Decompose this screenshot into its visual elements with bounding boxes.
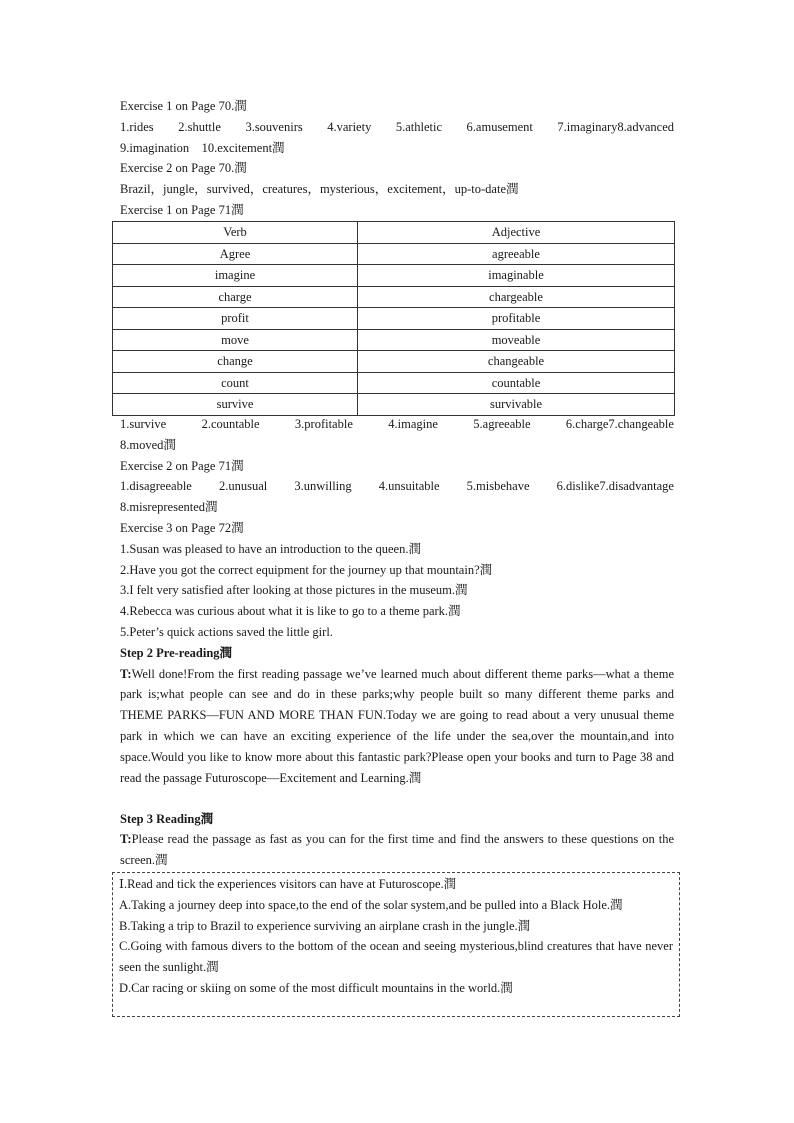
answer-item: 1.survive (120, 417, 167, 431)
table-cell: Agree (113, 243, 358, 265)
answer-line (120, 414, 674, 435)
answer-line: 8.misrepresented潤 (120, 500, 218, 515)
paragraph-text: Well done!From the first reading passage we’ve learned much about different theme parks—what a theme park is;what people can see and do in these parks;why people built so many different theme parks and THEME PARKS—FUN AND MORE THAN FUN.Today we are going to read about a very unusual theme park in which we can have an exciting experience of the life under the sea,over the mountain,and into space.Would you like to know more about this fantastic park?Please open your books and turn to Page 38 and read the passage Futuroscope—Excitement and Learning.潤 (120, 666, 674, 785)
answer-item: 4.imagine (388, 417, 438, 431)
answer-item: 7.imaginary8.advanced (557, 119, 674, 134)
sentence: 4.Rebecca was curious about what it is like to go to a theme park.潤 (120, 604, 461, 619)
answer-item: 5.athletic (395, 119, 443, 134)
table-cell: imagine (113, 265, 358, 287)
answer-item: 3.unwilling (294, 479, 352, 494)
sentence: 1.Susan was pleased to have an introduction to the queen.潤 (120, 541, 421, 556)
exercise-heading: Exercise 3 on Page 72潤 (120, 520, 244, 535)
task-option: A.Taking a journey deep into space,to the end of the solar system,and be pulled into a Black Hole.潤 (119, 897, 623, 912)
table-cell: moveable (358, 329, 675, 351)
table-row (113, 329, 675, 351)
answer-item: 1.disagreeable (120, 479, 192, 494)
exercise-heading: Exercise 2 on Page 71潤 (120, 458, 244, 473)
answer-item: 6.amusement (466, 119, 533, 134)
task-option: B.Taking a trip to Brazil to experience surviving an airplane crash in the jungle.潤 (119, 918, 531, 933)
table-cell: countable (358, 372, 675, 394)
reading-task-box (112, 872, 680, 1017)
step-heading: Step 2 Pre-reading潤 (120, 645, 233, 660)
answer-item: 4.variety (327, 119, 372, 134)
table-row (113, 351, 675, 373)
table-row (113, 372, 675, 394)
answer-item: 4.unsuitable (378, 479, 440, 494)
table-header: Verb (113, 222, 358, 244)
task-instruction: Ⅰ.Read and tick the experiences visitors can have at Futuroscope.潤 (119, 877, 457, 891)
paragraph-text: Please read the passage as fast as you can for the first time and find the answers to these questions on the screen.潤 (120, 832, 674, 868)
answer-item: 3.souvenirs (245, 119, 303, 134)
sentence: 3.I felt very satisfied after looking at those pictures in the museum.潤 (120, 583, 468, 598)
table-header: Adjective (358, 222, 675, 244)
table-cell: change (113, 351, 358, 373)
table-row (113, 308, 675, 330)
task-option: C.Going with famous divers to the bottom of the ocean and seeing mysterious,blind creatures that have never seen the sunlight.潤 (119, 939, 673, 975)
table-cell: move (113, 329, 358, 351)
upper-section (120, 96, 674, 221)
exercise-heading: Exercise 1 on Page 71潤 (120, 202, 244, 217)
table-row (113, 394, 675, 416)
table-cell: survive (113, 394, 358, 416)
speaker-label: T: (120, 832, 132, 847)
answer-line: 8.moved潤 (120, 437, 176, 452)
table-cell: profitable (358, 308, 675, 330)
table-cell: changeable (358, 351, 675, 373)
answer-item: 5.misbehave (466, 479, 530, 494)
answer-line (120, 117, 674, 138)
exercise-heading: Exercise 1 on Page 70.潤 (120, 99, 247, 113)
table-cell: survivable (358, 394, 675, 416)
lower-section (120, 414, 674, 871)
table-cell: count (113, 372, 358, 394)
answer-item: 6.charge7.changeable (565, 417, 674, 431)
table-cell: profit (113, 308, 358, 330)
table-cell: agreeable (358, 243, 675, 265)
step-heading: Step 3 Reading潤 (120, 811, 214, 826)
table-row (113, 243, 675, 265)
table-row (113, 265, 675, 287)
step-paragraph (120, 829, 674, 871)
task-option: D.Car racing or skiing on some of the most difficult mountains in the world.潤 (119, 980, 513, 995)
table-cell: chargeable (358, 286, 675, 308)
sentence: 5.Peter’s quick actions saved the little girl. (120, 624, 333, 639)
step-paragraph (120, 664, 674, 809)
answer-item: 5.agreeable (473, 417, 531, 431)
answer-line: Brazil，jungle，survived，creatures，mysterious，excitement，up-to-date潤 (120, 182, 519, 197)
sentence: 2.Have you got the correct equipment for the journey up that mountain?潤 (120, 562, 493, 577)
table-row (113, 286, 675, 308)
table-header-row (113, 222, 675, 244)
table-cell: charge (113, 286, 358, 308)
verb-adjective-table (112, 221, 675, 416)
answer-item: 2.shuttle (178, 119, 221, 134)
speaker-label: T: (120, 666, 132, 681)
table-cell: imaginable (358, 265, 675, 287)
exercise-heading: Exercise 2 on Page 70.潤 (120, 161, 247, 176)
answer-item: 2.countable (201, 417, 260, 431)
answer-item: 2.unusual (218, 479, 268, 494)
answer-item: 3.profitable (294, 417, 353, 431)
answer-item: 1.rides (120, 119, 154, 134)
answer-line (120, 476, 674, 497)
answer-line: 9.imagination 10.excitement潤 (120, 140, 285, 155)
answer-item: 6.dislike7.disadvantage (556, 479, 674, 494)
